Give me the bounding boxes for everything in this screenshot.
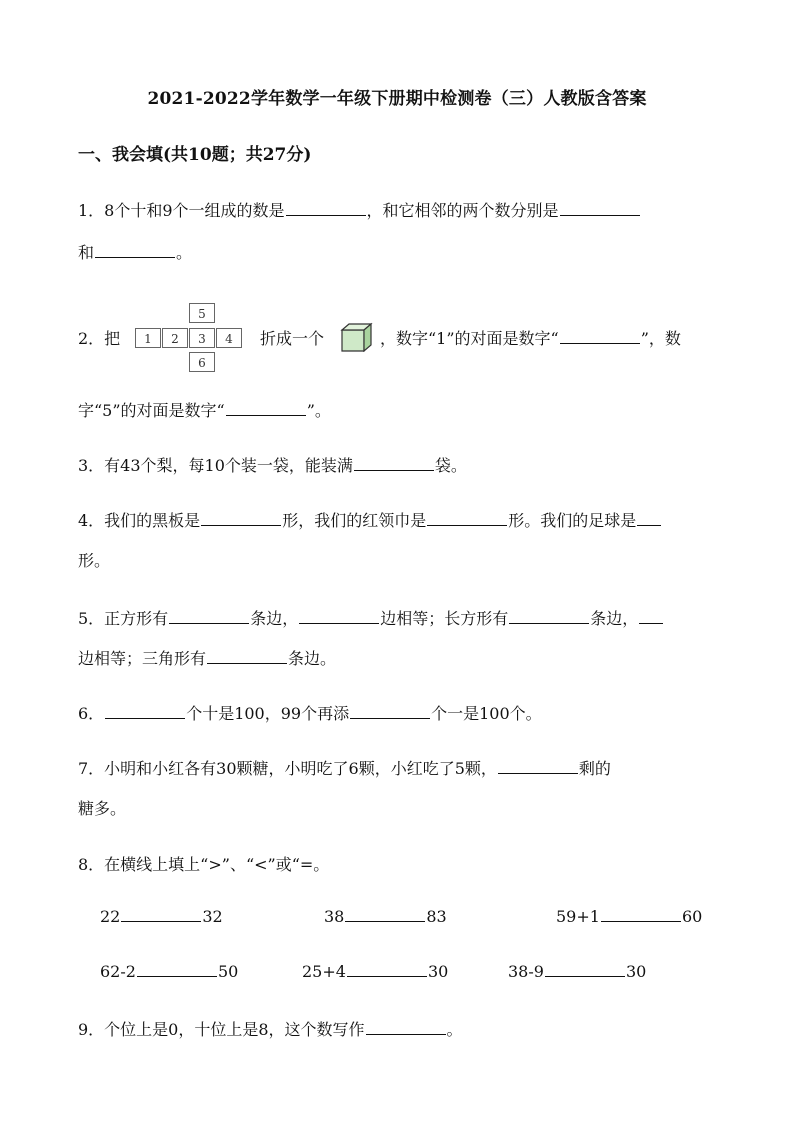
- question-2-line-2: [78, 398, 331, 421]
- compare-left: 25+4: [302, 962, 346, 981]
- compare-right: 60: [681, 907, 703, 926]
- compare-left: 38-9: [508, 962, 544, 981]
- cube-icon: [340, 322, 374, 352]
- compare-blank[interactable]: [601, 907, 681, 922]
- q6-text-2: 个十是100，99个再添: [186, 704, 350, 723]
- q1-blank-2[interactable]: [560, 201, 640, 216]
- question-4-line-1: [78, 508, 662, 531]
- question-6: [78, 701, 542, 724]
- question-9: [78, 1017, 463, 1040]
- q3-blank-1[interactable]: [354, 456, 434, 471]
- q9-blank-1[interactable]: [366, 1020, 446, 1035]
- q4-text-3: 形。我们的足球是: [508, 511, 637, 530]
- section-heading: 一、我会填(共10题；共27分): [78, 145, 312, 165]
- q3-text-1: 3．有43个梨，每10个装一袋，能装满: [78, 456, 353, 475]
- q5-blank-3[interactable]: [509, 609, 589, 624]
- q4-text-2: 形，我们的红领巾是: [282, 511, 427, 530]
- q7-blank-1[interactable]: [498, 759, 578, 774]
- q2-text-3: ，数字“1”的对面是数字“: [380, 329, 559, 348]
- q5-text-4: 条边，: [590, 609, 639, 628]
- net-cell-1: 1: [135, 328, 161, 348]
- cube-net-figure: [132, 303, 244, 373]
- question-4-line-2: 形。: [78, 551, 111, 570]
- q9-text-1: 9．个位上是0，十位上是8，这个数写作: [78, 1020, 365, 1039]
- q2-text-6: ”。: [306, 401, 331, 420]
- compare-blank[interactable]: [347, 962, 427, 977]
- q5-blank-4[interactable]: [639, 609, 663, 624]
- q3-text-2: 袋。: [434, 456, 467, 475]
- q5-text-1: 5．正方形有: [78, 609, 169, 628]
- net-cell-4: 4: [216, 328, 242, 348]
- compare-left: 22: [100, 907, 121, 926]
- page-title: 2021-2022学年数学一年级下册期中检测卷（三）人教版含答案: [147, 89, 647, 109]
- q4-text-1: 4．我们的黑板是: [78, 511, 201, 530]
- compare-right: 50: [217, 962, 239, 981]
- compare-item: [100, 962, 238, 981]
- q4-blank-1[interactable]: [201, 511, 281, 526]
- q2-blank-1[interactable]: [560, 329, 640, 344]
- q1-text-1: 1．8个十和9个一组成的数是: [78, 201, 285, 220]
- q4-blank-3[interactable]: [637, 511, 661, 526]
- q2-text-4: ”，数: [640, 329, 681, 348]
- net-cell-5: 5: [189, 303, 215, 323]
- q9-text-2: 。: [446, 1020, 463, 1039]
- compare-blank[interactable]: [545, 962, 625, 977]
- q1-blank-3[interactable]: [95, 243, 175, 258]
- q1-text-4: 。: [176, 243, 193, 262]
- question-7-line-1: [78, 756, 611, 779]
- compare-right: 32: [202, 907, 223, 926]
- compare-blank[interactable]: [121, 907, 201, 922]
- q6-blank-1[interactable]: [105, 704, 185, 719]
- q5-blank-2[interactable]: [299, 609, 379, 624]
- net-cell-3: 3: [189, 328, 215, 348]
- q1-blank-1[interactable]: [286, 201, 366, 216]
- question-1-line-2: [78, 240, 192, 263]
- net-cell-6: 6: [189, 352, 215, 372]
- q1-text-3: 和: [78, 243, 95, 262]
- compare-left: 62-2: [100, 962, 136, 981]
- compare-right: 30: [625, 962, 647, 981]
- q7-text-1: 7．小明和小红各有30颗糖，小明吃了6颗，小红吃了5颗，: [78, 759, 497, 778]
- q5-blank-5[interactable]: [207, 649, 287, 664]
- q5-text-5: 边相等；三角形有: [78, 649, 207, 668]
- compare-item: [324, 907, 447, 926]
- question-8-prompt: 8．在横线上填上“>”、“<”或“=。: [78, 855, 330, 874]
- compare-right: 83: [426, 907, 447, 926]
- question-7-line-2: 糖多。: [78, 799, 127, 818]
- q5-blank-1[interactable]: [169, 609, 249, 624]
- q5-text-6: 条边。: [288, 649, 337, 668]
- compare-item: [508, 962, 646, 981]
- q6-text-1: 6．: [78, 704, 105, 723]
- net-cell-2: 2: [162, 328, 188, 348]
- q4-blank-2[interactable]: [427, 511, 507, 526]
- q7-text-2: 剩的: [578, 759, 611, 778]
- question-2-line-1-rest: [380, 326, 681, 349]
- compare-item: [100, 907, 223, 926]
- q2-text-5: 字“5”的对面是数字“: [78, 401, 225, 420]
- compare-blank[interactable]: [137, 962, 217, 977]
- question-5-line-1: [78, 606, 664, 629]
- question-1-line-1: [78, 198, 641, 221]
- compare-item: [556, 907, 702, 926]
- compare-left: 59+1: [556, 907, 600, 926]
- q5-text-2: 条边，: [250, 609, 299, 628]
- question-2-label: 2．把: [78, 329, 121, 348]
- q1-text-2: ，和它相邻的两个数分别是: [366, 201, 559, 220]
- q6-blank-2[interactable]: [350, 704, 430, 719]
- question-3: [78, 453, 467, 476]
- question-5-line-2: [78, 646, 336, 669]
- compare-item: [302, 962, 448, 981]
- question-2-fold-text: 折成一个: [260, 329, 325, 348]
- compare-right: 30: [427, 962, 449, 981]
- q5-text-3: 边相等；长方形有: [380, 609, 509, 628]
- compare-left: 38: [324, 907, 345, 926]
- q2-blank-2[interactable]: [226, 401, 306, 416]
- q6-text-3: 个一是100个。: [431, 704, 542, 723]
- compare-blank[interactable]: [345, 907, 425, 922]
